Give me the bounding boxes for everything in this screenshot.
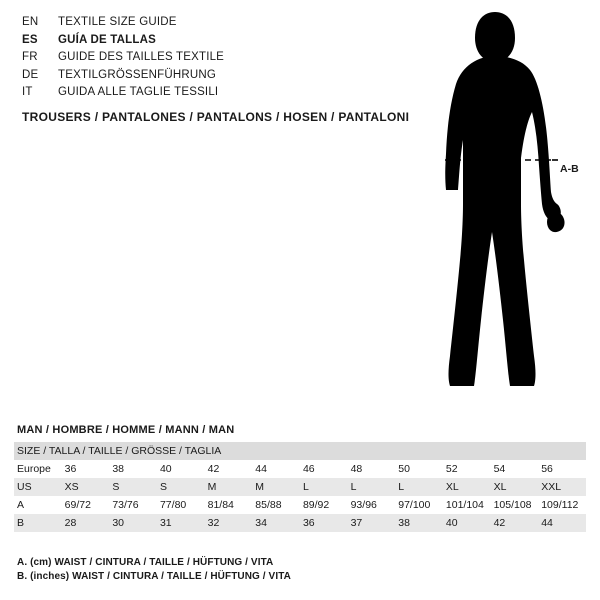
row-label-europe: Europe (17, 463, 51, 475)
cell-a-6: 93/96 (350, 499, 377, 511)
language-row-es (22, 34, 402, 52)
note-a: A. (cm) WAIST / CINTURA / TAILLE / HÜFTUNG / VITA (17, 557, 274, 568)
cell-a-9: 105/108 (493, 499, 532, 511)
silhouette-illustration (400, 8, 600, 408)
table-row (14, 514, 586, 532)
cell-us-8: XL (443, 478, 491, 496)
language-row-en (22, 16, 402, 34)
language-list (22, 16, 402, 104)
cell-europe-4: 44 (255, 463, 267, 475)
language-text-en: TEXTILE SIZE GUIDE (58, 16, 177, 28)
cell-us-7: L (395, 478, 443, 496)
measurement-notes (17, 556, 291, 584)
size-table-section (14, 424, 586, 532)
cell-us-10: XXL (538, 478, 586, 496)
cell-europe-7: 50 (398, 463, 410, 475)
cell-a-1: 73/76 (112, 499, 139, 511)
language-code-en: EN (22, 16, 39, 28)
cell-europe-10: 56 (541, 463, 553, 475)
cell-us-6: L (348, 478, 396, 496)
cell-b-9: 42 (491, 514, 539, 532)
cell-us-4: M (252, 478, 300, 496)
cell-us-3: M (205, 478, 253, 496)
cell-b-2: 31 (157, 514, 205, 532)
language-code-fr: FR (22, 51, 38, 63)
table-row (14, 460, 586, 478)
cell-b-5: 36 (300, 514, 348, 532)
cell-us-1: S (109, 478, 157, 496)
measure-label-ab: A-B (560, 163, 579, 175)
cell-europe-9: 54 (493, 463, 506, 475)
cell-a-4: 85/88 (255, 499, 282, 511)
row-label-us: US (14, 478, 62, 496)
language-row-it (22, 86, 402, 104)
language-code-es: ES (22, 33, 38, 46)
cell-b-0: 28 (62, 514, 110, 532)
table-row (14, 496, 586, 514)
language-row-de (22, 69, 402, 87)
cell-b-6: 37 (348, 514, 396, 532)
cell-b-4: 34 (252, 514, 300, 532)
cell-a-0: 69/72 (64, 499, 91, 511)
language-text-es: GUÍA DE TALLAS (58, 33, 156, 46)
cell-a-2: 77/80 (159, 499, 187, 511)
cell-a-10: 109/112 (541, 499, 579, 511)
cell-europe-2: 40 (159, 463, 172, 475)
cell-b-7: 38 (395, 514, 443, 532)
man-silhouette-icon (400, 8, 600, 408)
language-text-de: TEXTILGRÖSSENFÜHRUNG (58, 68, 216, 81)
table-row (14, 478, 586, 496)
language-text-fr: GUIDE DES TAILLES TEXTILE (58, 51, 225, 63)
cell-a-8: 101/104 (445, 499, 484, 511)
table-header-row (14, 442, 586, 460)
table-caption: MAN / HOMBRE / HOMME / MANN / MAN (17, 424, 235, 436)
garment-type-title: TROUSERS / PANTALONES / PANTALONS / HOSEN / PANTALONI (22, 110, 410, 124)
cell-us-9: XL (491, 478, 539, 496)
cell-europe-0: 36 (64, 463, 77, 475)
cell-a-7: 97/100 (398, 499, 431, 511)
cell-a-5: 89/92 (302, 499, 330, 511)
cell-us-2: S (157, 478, 205, 496)
language-text-it: GUIDA ALLE TAGLIE TESSILI (58, 86, 219, 98)
cell-us-5: L (300, 478, 348, 496)
cell-b-8: 40 (443, 514, 491, 532)
note-b: B. (inches) WAIST / CINTURA / TAILLE / HÜFTUNG / VITA (17, 571, 291, 582)
cell-b-3: 32 (205, 514, 253, 532)
cell-a-3: 81/84 (207, 499, 234, 511)
cell-b-1: 30 (109, 514, 157, 532)
language-code-it: IT (22, 86, 33, 98)
row-label-a: A (17, 499, 25, 511)
cell-us-0: XS (62, 478, 110, 496)
cell-europe-5: 46 (302, 463, 315, 475)
cell-europe-1: 38 (112, 463, 124, 475)
row-label-b: B (14, 514, 62, 532)
cell-europe-8: 52 (445, 463, 458, 475)
cell-europe-3: 42 (207, 463, 220, 475)
cell-b-10: 44 (538, 514, 586, 532)
cell-europe-6: 48 (350, 463, 363, 475)
size-table (14, 442, 586, 532)
language-code-de: DE (22, 68, 39, 81)
language-row-fr (22, 51, 402, 69)
table-header-label: SIZE / TALLA / TAILLE / GRÖSSE / TAGLIA (14, 442, 586, 460)
